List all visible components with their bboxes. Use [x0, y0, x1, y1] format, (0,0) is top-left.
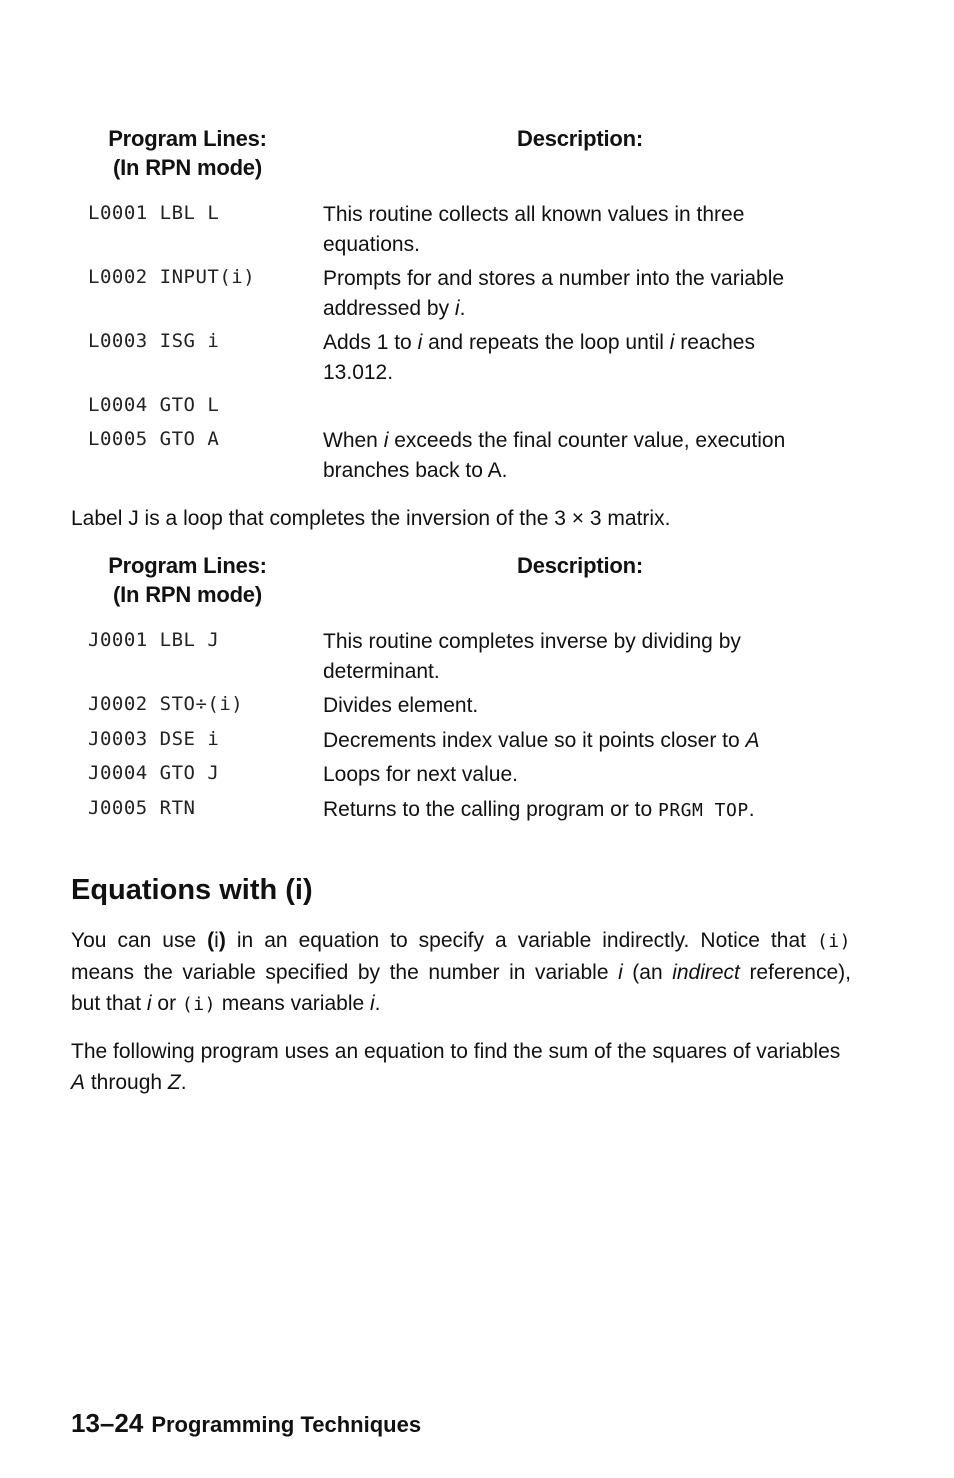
text-italic: Z [167, 1071, 181, 1094]
text: . [180, 1071, 187, 1094]
table2-header-line2: (In RPN mode) [113, 582, 262, 607]
paragraph-line: The following program uses an equation to find the sum of the squares of variables [71, 1040, 841, 1063]
description-line: 13.012. [323, 361, 394, 384]
program-line-code: L0005 GTO A [88, 428, 220, 450]
text: or [151, 992, 182, 1015]
program-line-description [323, 328, 823, 388]
text: reference), [739, 961, 851, 984]
program-line-code: J0003 DSE i [88, 728, 220, 750]
text: You can use [71, 929, 208, 952]
text: (an [622, 961, 673, 984]
table2-header-line1: Program Lines: [108, 553, 267, 578]
description-line [323, 294, 823, 324]
description-text: addressed by [323, 297, 455, 320]
program-line-code: L0002 INPUT(i) [88, 266, 256, 288]
program-line-description [323, 627, 823, 687]
description-line: branches back to A. [323, 459, 508, 482]
description-text: Adds 1 to [323, 331, 418, 354]
text: i [214, 929, 219, 952]
text-italic: indirect [672, 961, 740, 984]
description-text: and repeats the loop until [422, 331, 670, 354]
display-text-prgm-top: PRGM TOP [658, 800, 749, 821]
text-italic: i [146, 992, 152, 1015]
description-text: . [459, 297, 466, 320]
table1-header-description: Description: [517, 126, 643, 151]
program-line-description [323, 200, 823, 260]
text: in an equation to specify a variable indirectly. Notice that [225, 929, 817, 952]
description-italic: A [745, 729, 760, 752]
description-text: Decrements index value so it points closer to [323, 729, 746, 752]
program-line-code: L0003 ISG i [88, 330, 220, 352]
program-line-code: L0004 GTO L [88, 394, 220, 416]
table1-header-line1: Program Lines: [108, 126, 267, 151]
program-line-description [323, 264, 823, 324]
paragraph-line [71, 957, 851, 988]
text: means variable [215, 992, 370, 1015]
description-italic: i [454, 297, 460, 320]
text: . [374, 992, 381, 1015]
description-text: Returns to the calling program or to [323, 798, 658, 821]
text-bold: ( [207, 929, 215, 952]
text-italic: i [618, 961, 623, 984]
program-line-description [323, 426, 823, 486]
text-bold: ) [218, 929, 226, 952]
description-text: . [748, 798, 755, 821]
description-italic: i [669, 331, 675, 354]
description-italic: i [383, 429, 389, 452]
program-line-code: J0005 RTN [88, 797, 196, 819]
text-italic: A [71, 1071, 86, 1094]
description-line: determinant. [323, 660, 440, 683]
description-line: equations. [323, 233, 420, 256]
table1-header-line2: (In RPN mode) [113, 155, 262, 180]
description-line [323, 328, 823, 358]
table2-header-program-lines [80, 551, 295, 609]
description-line: This routine completes inverse by dividing by [323, 630, 741, 653]
table1-header-program-lines [80, 124, 295, 182]
program-line-code: J0001 LBL J [88, 629, 220, 651]
program-line-description: Loops for next value. [323, 763, 518, 786]
label-j-intro: Label J is a loop that completes the inversion of the 3 × 3 matrix. [71, 507, 671, 530]
program-line-description [323, 726, 823, 756]
paragraph-line [71, 1067, 851, 1098]
description-text: reaches [674, 331, 755, 354]
description-text: exceeds the final counter value, execution [388, 429, 786, 452]
program-line-code: J0004 GTO J [88, 762, 220, 784]
program-line-code: J0002 STO÷(i) [88, 693, 244, 715]
description-italic: i [417, 331, 423, 354]
paragraph-line [71, 988, 851, 1020]
footer-section-title: Programming Techniques [151, 1412, 422, 1437]
program-line-description: Divides element. [323, 694, 479, 717]
program-line-description [323, 795, 823, 826]
description-line: Prompts for and stores a number into the variable [323, 267, 785, 290]
text-italic: i [370, 992, 375, 1015]
paragraph-line [71, 925, 851, 957]
description-line: This routine collects all known values in three [323, 203, 745, 226]
description-line [323, 426, 823, 456]
description-text: When [323, 429, 384, 452]
table2-header-description: Description: [517, 553, 643, 578]
paragraph-indirect-equations [71, 925, 851, 1020]
text: but that [71, 992, 147, 1015]
page-number: 13–24 [71, 1408, 144, 1438]
display-text: (i) [181, 994, 216, 1015]
paragraph-sum-of-squares [71, 1036, 851, 1098]
text: through [85, 1071, 168, 1094]
program-line-code: L0001 LBL L [88, 202, 220, 224]
display-text: (i) [816, 931, 851, 952]
text: means the variable specified by the number in variable [71, 961, 619, 984]
page-footer [71, 1406, 421, 1445]
section-heading: Equations with (i) [71, 874, 313, 906]
